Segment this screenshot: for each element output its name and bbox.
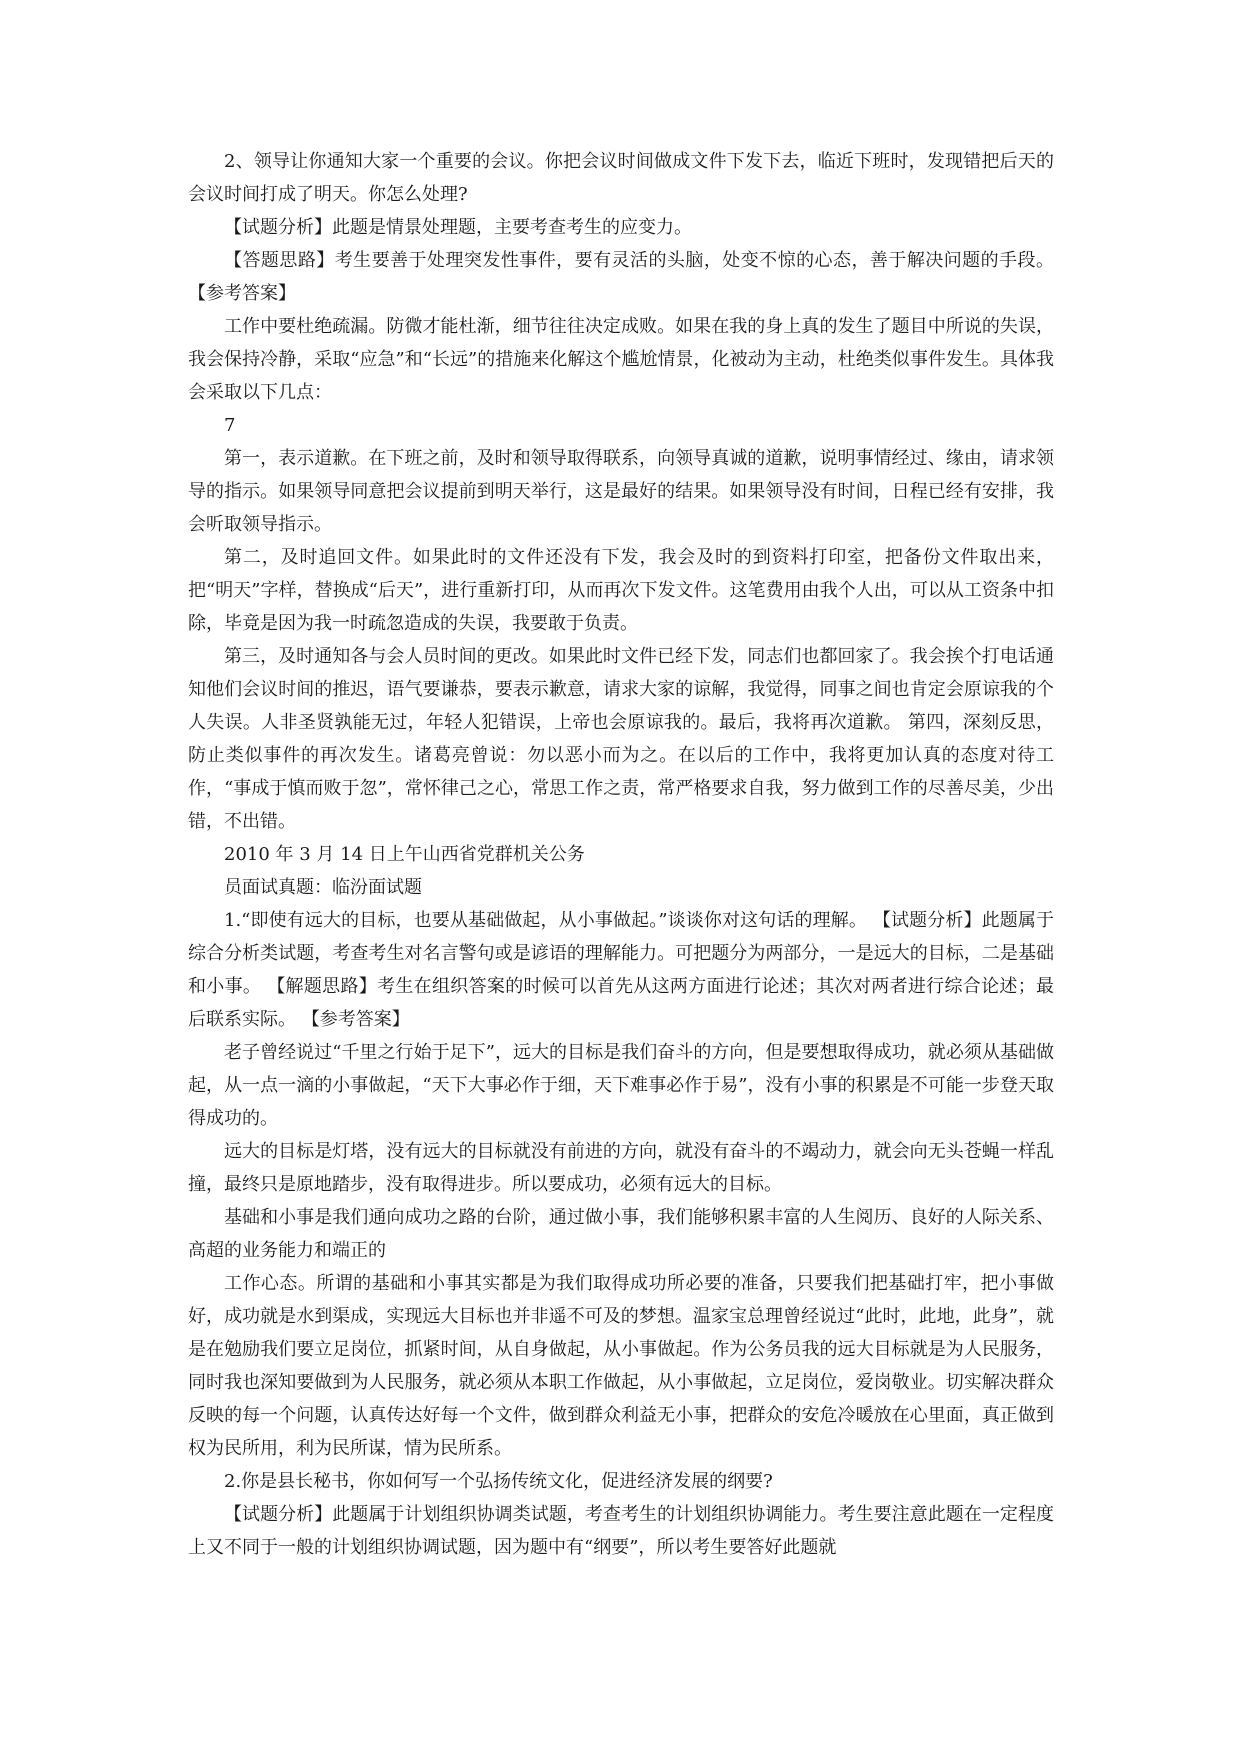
point-two-paragraph: 第二，及时追回文件。如果此时的文件还没有下发，我会及时的到资料打印室，把备份文件取出来，把“明天”字样，替换成“后天”，进行重新打印，从而再次下发文件。这笔费用由我个人出，可以从工资条中扣除，毕竟是因为我一时疏忽造成的失误，我要敢于负责。 bbox=[188, 547, 1054, 634]
exam-title-line-2: 员面试真题：临汾面试题 bbox=[224, 877, 422, 898]
reference-answer-intro: 工作中要杜绝疏漏。防微才能杜渐，细节往往决定成败。如果在我的身上真的发生了题目中所说的失误，我会保持冷静，采取“应急”和“长远”的措施来化解这个尴尬情景，化被动为主动，杜绝类似事件发生。具体我会采取以下几点： bbox=[188, 316, 1054, 403]
document-page bbox=[188, 145, 1054, 1564]
point-one-paragraph: 第一，表示道歉。在下班之前，及时和领导取得联系，向领导真诚的道歉，说明事情经过、缘由，请求领导的指示。如果领导同意把会议提前到明天举行，这是最好的结果。如果领导没有时间，日程已经有安排，我会听取领导指示。 bbox=[188, 448, 1054, 535]
question-2b-text: 2.你是县长秘书，你如何写一个弘扬传统文化，促进经济发展的纲要? bbox=[224, 1471, 773, 1492]
answer-approach-paragraph: 【答题思路】考生要善于处理突发性事件，要有灵活的头脑，处变不惊的心态，善于解决问题的手段。 【参考答案】 bbox=[188, 250, 1054, 304]
question-2b-analysis: 【试题分析】此题属于计划组织协调类试题，考查考生的计划组织协调能力。考生要注意此题在一定程度上又不同于一般的计划组织协调试题，因为题中有“纲要”，所以考生要答好此题就 bbox=[188, 1504, 1054, 1558]
point-three-four-paragraph: 第三，及时通知各与会人员时间的更改。如果此时文件已经下发，同志们也都回家了。我会挨个打电话通知他们会议时间的推迟，语气要谦恭，要表示歉意，请求大家的谅解，我觉得，同事之间也肯定会原谅我的个人失误。人非圣贤孰能无过，年轻人犯错误，上帝也会原谅我的。最后，我将再次道歉。 第四，深刻反思，防止类似事件的再次发生。诸葛亮曾说：勿以恶小而为之。在以后的工作中，我将更加认真的态度对待工作，“事成于慎而败于忽”，常怀律己之心，常思工作之责，常严格要求自我，努力做到工作的尽善尽美，少出错，不出错。 bbox=[188, 646, 1054, 832]
answer-paragraph-2: 远大的目标是灯塔，没有远大的目标就没有前进的方向，就没有奋斗的不竭动力，就会向无头苍蝇一样乱撞，最终只是原地踏步，没有取得进步。所以要成功，必须有远大的目标。 bbox=[188, 1141, 1054, 1195]
question-1-paragraph: 1.“即使有远大的目标，也要从基础做起，从小事做起。”谈谈你对这句话的理解。 【试题分析】此题属于综合分析类试题，考查考生对名言警句或是谚语的理解能力。可把题分为两部分，一是远大的目标，二是基础和小事。 【解题思路】考生在组织答案的时候可以首先从这两方面进行论述；其次对两者进行综合论述；最后联系实际。 【参考答案】 bbox=[188, 910, 1054, 1030]
question-2-text: 2、领导让你通知大家一个重要的会议。你把会议时间做成文件下发下去，临近下班时，发现错把后天的会议时间打成了明天。你怎么处理? bbox=[188, 151, 1054, 205]
answer-paragraph-4: 工作心态。所谓的基础和小事其实都是为我们取得成功所必要的准备，只要我们把基础打牢，把小事做好，成功就是水到渠成，实现远大目标也并非遥不可及的梦想。温家宝总理曾经说过“此时，此地，此身”，就是在勉励我们要立足岗位，抓紧时间，从自身做起，从小事做起。作为公务员我的远大目标就是为人民服务，同时我也深知要做到为人民服务，就必须从本职工作做起，从小事做起，立足岗位，爱岗敬业。切实解决群众反映的每一个问题，认真传达好每一个文件，做到群众利益无小事，把群众的安危冷暖放在心里面，真正做到权为民所用，利为民所谋，情为民所系。 bbox=[188, 1273, 1054, 1459]
analysis-paragraph: 【试题分析】此题是情景处理题，主要考查考生的应变力。 bbox=[224, 217, 692, 238]
answer-paragraph-3: 基础和小事是我们通向成功之路的台阶，通过做小事，我们能够积累丰富的人生阅历、良好的人际关系、高超的业务能力和端正的 bbox=[188, 1207, 1054, 1261]
answer-paragraph-1: 老子曾经说过“千里之行始于足下”，远大的目标是我们奋斗的方向，但是要想取得成功，就必须从基础做起，从一点一滴的小事做起，“天下大事必作于细，天下难事必作于易”，没有小事的积累是不可能一步登天取得成功的。 bbox=[188, 1042, 1054, 1129]
exam-title-line-1: 2010 年 3 月 14 日上午山西省党群机关公务 bbox=[224, 844, 585, 865]
page-number: 7 bbox=[224, 415, 236, 436]
